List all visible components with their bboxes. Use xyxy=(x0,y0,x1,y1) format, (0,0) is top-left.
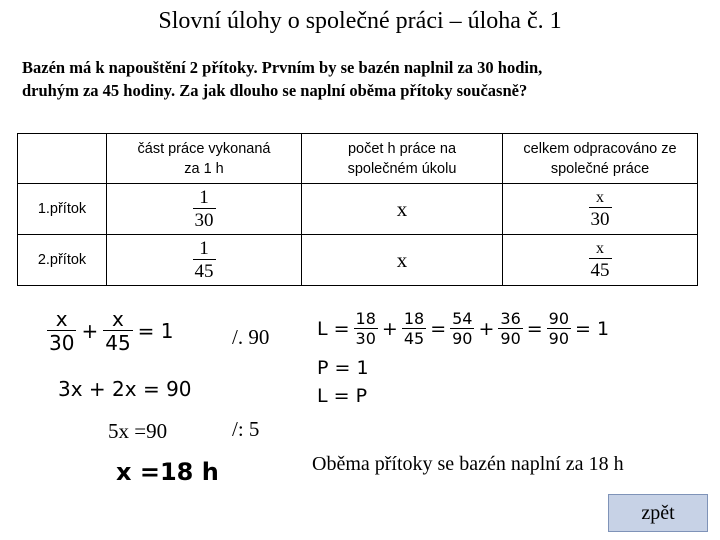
part-cell xyxy=(107,184,302,235)
fraction-denominator: 30 xyxy=(194,210,214,231)
header-part-per-hour-line2: za 1 h xyxy=(184,160,224,177)
fraction-denominator: 45 xyxy=(590,259,610,281)
task-text xyxy=(22,56,702,102)
header-part-per-hour xyxy=(107,134,302,184)
fraction-numerator: x xyxy=(55,307,68,331)
equation-fraction-a xyxy=(47,309,76,353)
check-fraction-2 xyxy=(402,311,426,347)
check-lhs-label: L = xyxy=(317,318,350,340)
fraction-denominator: 30 xyxy=(355,329,376,348)
answer-text: Oběma přítoky se bazén naplní za 18 h xyxy=(312,453,624,475)
header-hours xyxy=(302,134,503,184)
equation-rhs: = 1 xyxy=(137,319,174,343)
header-total-line1: celkem odpracováno ze xyxy=(523,140,677,157)
task-line-1: Bazén má k napouštění 2 přítoky. Prvním by se bazén naplnil za 30 hodin, xyxy=(22,58,543,77)
hours-cell: x xyxy=(302,184,503,235)
equation-3: 5x =90 xyxy=(108,419,168,443)
equation-2: 3x + 2x = 90 xyxy=(58,377,192,401)
plus-sign: + xyxy=(381,318,398,340)
equation-result: x =18 h xyxy=(116,458,219,486)
fraction-numerator: x xyxy=(596,188,604,206)
header-total-line2: společné práce xyxy=(550,160,650,177)
fraction-numerator: 1 xyxy=(199,238,209,259)
total-cell xyxy=(503,184,698,235)
step-divide: /: 5 xyxy=(232,417,260,441)
fraction-numerator: x xyxy=(112,307,124,331)
plus-sign: + xyxy=(81,319,99,343)
header-part-per-hour-line1: část práce vykonaná xyxy=(137,140,271,157)
check-result: = 1 xyxy=(575,318,610,340)
page-title: Slovní úlohy o společné práci – úloha č. 1 xyxy=(158,8,562,34)
total-fraction xyxy=(589,241,612,280)
row-label: 1.přítok xyxy=(18,184,107,235)
equation-fraction-b xyxy=(103,309,132,353)
table-row xyxy=(18,184,698,235)
fraction-numerator: 36 xyxy=(500,309,521,328)
fraction-denominator: 90 xyxy=(452,329,473,348)
check-left-side xyxy=(317,311,609,347)
step-multiply: /. 90 xyxy=(232,325,270,349)
task-line-2: druhým za 45 hodiny. Za jak dlouho se naplní oběma přítoky současně? xyxy=(22,81,528,100)
table-row xyxy=(18,235,698,286)
check-fraction-1 xyxy=(354,311,378,347)
fraction-numerator: x xyxy=(596,239,604,257)
header-hours-line1: počet h práce na xyxy=(347,140,457,157)
fraction-numerator: 18 xyxy=(355,309,376,328)
check-right-side: P = 1 xyxy=(317,357,369,379)
header-total xyxy=(503,134,698,184)
header-hours-line2: společném úkolu xyxy=(347,160,457,177)
part-fraction xyxy=(193,239,216,281)
fraction-denominator: 45 xyxy=(403,329,425,348)
check-fraction-3 xyxy=(450,311,474,347)
plus-sign: + xyxy=(478,318,495,340)
check-fraction-4 xyxy=(498,311,522,347)
fraction-numerator: 90 xyxy=(548,309,570,328)
row-label: 2.přítok xyxy=(18,235,107,286)
equals-sign: = xyxy=(526,318,543,340)
header-empty-cell xyxy=(18,134,107,184)
work-table xyxy=(17,133,698,286)
fraction-denominator: 45 xyxy=(105,331,131,355)
fraction-numerator: 1 xyxy=(199,187,209,208)
check-fraction-5 xyxy=(547,311,571,347)
part-cell xyxy=(107,235,302,286)
back-button[interactable]: zpět xyxy=(608,494,708,532)
fraction-denominator: 30 xyxy=(49,331,75,355)
equation-1 xyxy=(47,309,174,353)
fraction-numerator: 54 xyxy=(452,309,473,328)
check-conclusion: L = P xyxy=(317,385,368,407)
total-cell xyxy=(503,235,698,286)
total-fraction xyxy=(589,190,612,229)
hours-cell: x xyxy=(302,235,503,286)
fraction-denominator: 45 xyxy=(194,261,214,282)
fraction-denominator: 90 xyxy=(500,329,521,348)
fraction-numerator: 18 xyxy=(403,309,425,328)
fraction-denominator: 90 xyxy=(548,329,570,348)
equals-sign: = xyxy=(430,318,447,340)
fraction-denominator: 30 xyxy=(590,208,610,230)
part-fraction xyxy=(193,188,216,230)
